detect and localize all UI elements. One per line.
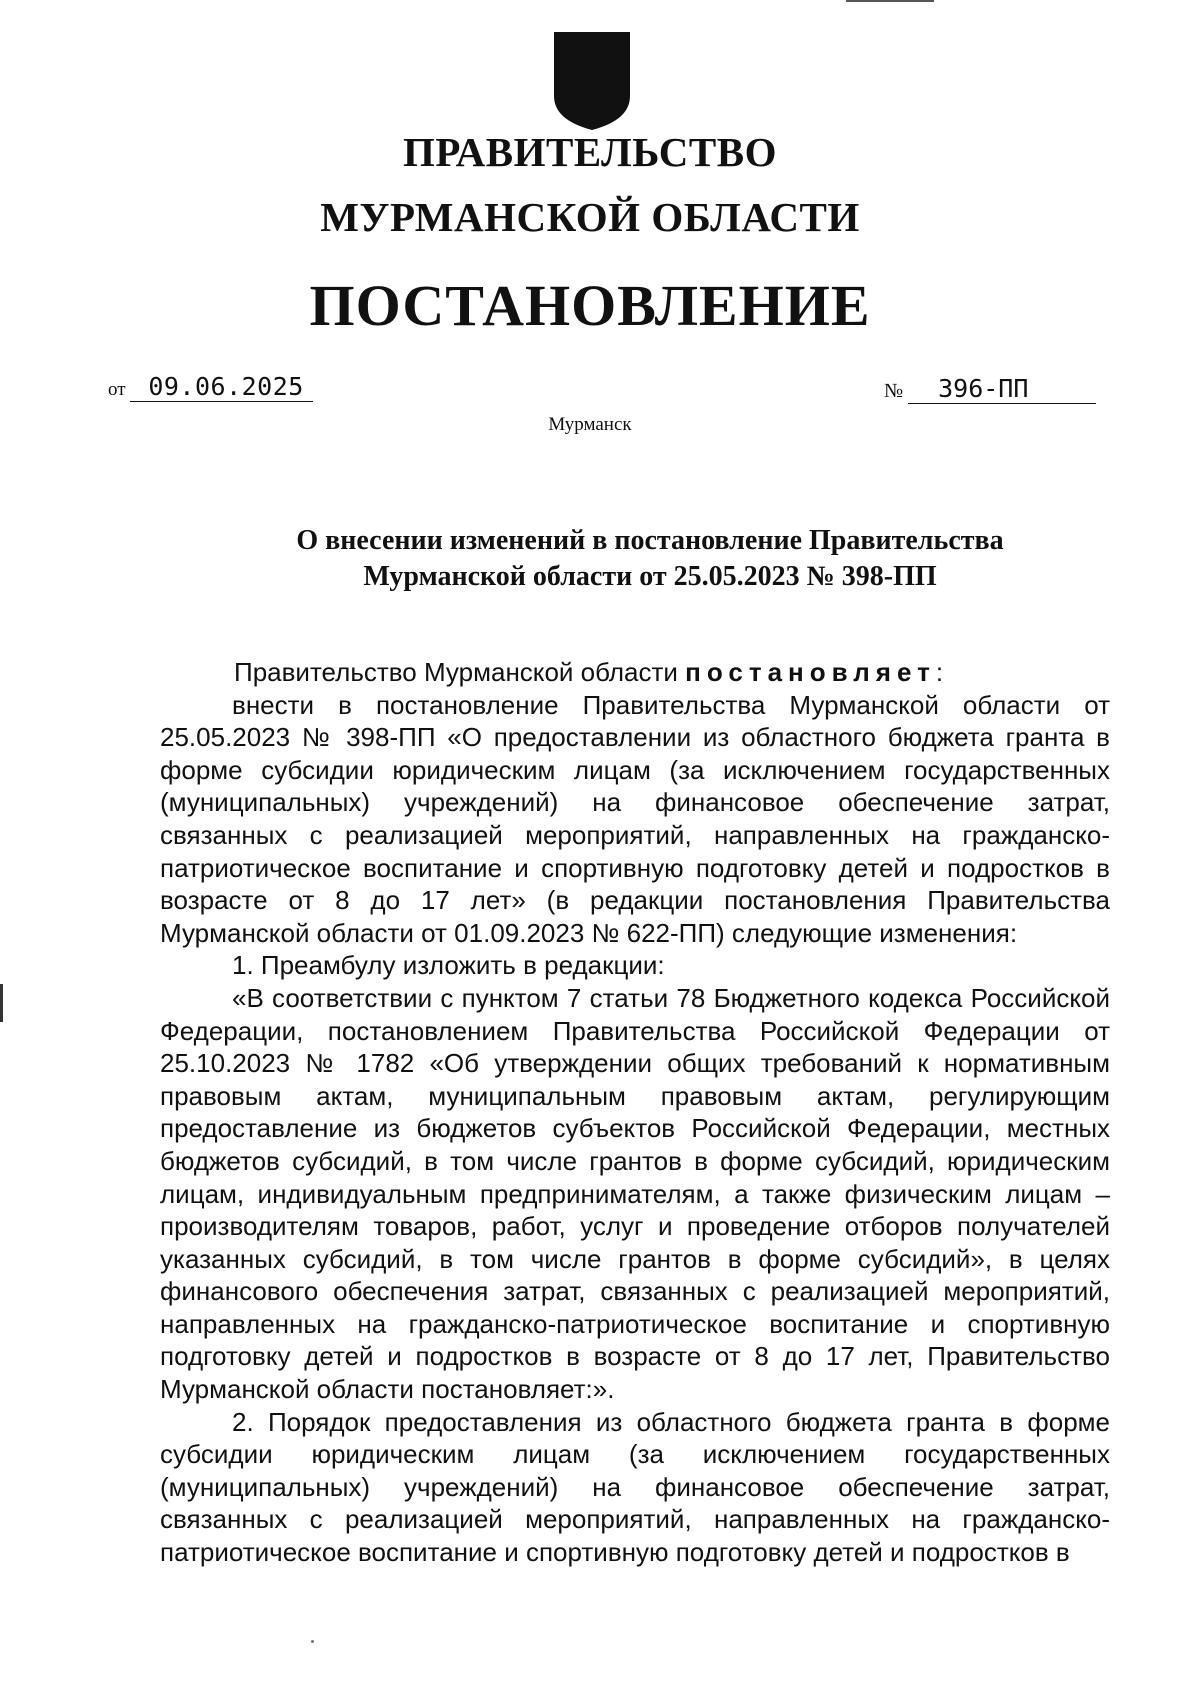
title-line1: О внесении изменений в постановление Правительства: [296, 525, 1004, 556]
decree-end: :: [935, 657, 944, 687]
government-name-line2: МУРМАНСКОЙ ОБЛАСТИ: [320, 194, 860, 240]
decree-paragraph: [160, 656, 1110, 689]
document-type-heading: ПОСТАНОВЛЕНИЕ: [309, 273, 871, 338]
document-number: 396-ПП: [908, 374, 1096, 404]
scan-speck: [311, 1640, 314, 1643]
scan-margin-mark: [0, 984, 3, 1022]
title-line2: Мурманской области от 25.05.2023 № 398-ПП: [363, 561, 937, 592]
government-name-line1: ПРАВИТЕЛЬСТВО: [402, 129, 778, 175]
document-body: [160, 656, 1110, 1569]
coat-of-arms-emblem-icon: [552, 30, 632, 132]
document-title: [0, 523, 1200, 595]
date-prefix: от: [108, 379, 126, 400]
body-paragraph-4: 2. Порядок предоставления из областного бюджета гранта в форме субсидии юридическим лицам (за исключением государственных (муниципальных) учреждений) на финансовое обеспечение затрат, связанных с реализацией мероприятий, направленных на гражданско-патриотическое воспитание и спортивную подготовку детей и подростков в: [160, 1406, 1110, 1568]
decree-word: постановляет: [685, 657, 936, 687]
date-field: [108, 372, 313, 402]
body-paragraph-1: внести в постановление Правительства Мурманской области от 25.05.2023 № 398-ПП «О предоставлении из областного бюджета гранта в форме субсидии юридическим лицам (за исключением государственных (муниципальных) учреждений) на финансовое обеспечение затрат, связанных с реализацией мероприятий, направленных на гражданско-патриотическое воспитание и спортивную подготовку детей и подростков в возрасте от 8 до 17 лет» (в редакции постановления Правительства Мурманской области от 01.09.2023 № 622-ПП) следующие изменения:: [160, 689, 1110, 948]
city-label: Мурманск: [548, 414, 632, 435]
number-field: [884, 374, 1096, 404]
body-paragraph-3: «В соответствии с пунктом 7 статьи 78 Бюджетного кодекса Российской Федерации, постановлением Правительства Российской Федерации от 25.10.2023 № 1782 «Об утверждении общих требований к нормативным правовым актам, муниципальным правовым актам, регулирующим предоставление из бюджетов субъектов Российской Федерации, местных бюджетов субсидий, в том числе грантов в форме субсидий, юридическим лицам, индивидуальным предпринимателям, а также физическим лицам – производителям товаров, работ, услуг и проведение отборов получателей указанных субсидий, в том числе грантов в форме субсидий», в целях финансового обеспечения затрат, связанных с реализацией мероприятий, направленных на гражданско-патриотическое воспитание и спортивную подготовку детей и подростков в возрасте от 8 до 17 лет, Правительство Мурманской области постановляет:».: [160, 982, 1110, 1405]
decree-start: Правительство Мурманской области: [234, 657, 686, 687]
number-prefix: №: [884, 380, 904, 402]
scan-mark-top: [846, 0, 934, 2]
body-paragraph-2: 1. Преамбулу изложить в редакции:: [232, 950, 665, 981]
document-date: 09.06.2025: [130, 372, 313, 402]
